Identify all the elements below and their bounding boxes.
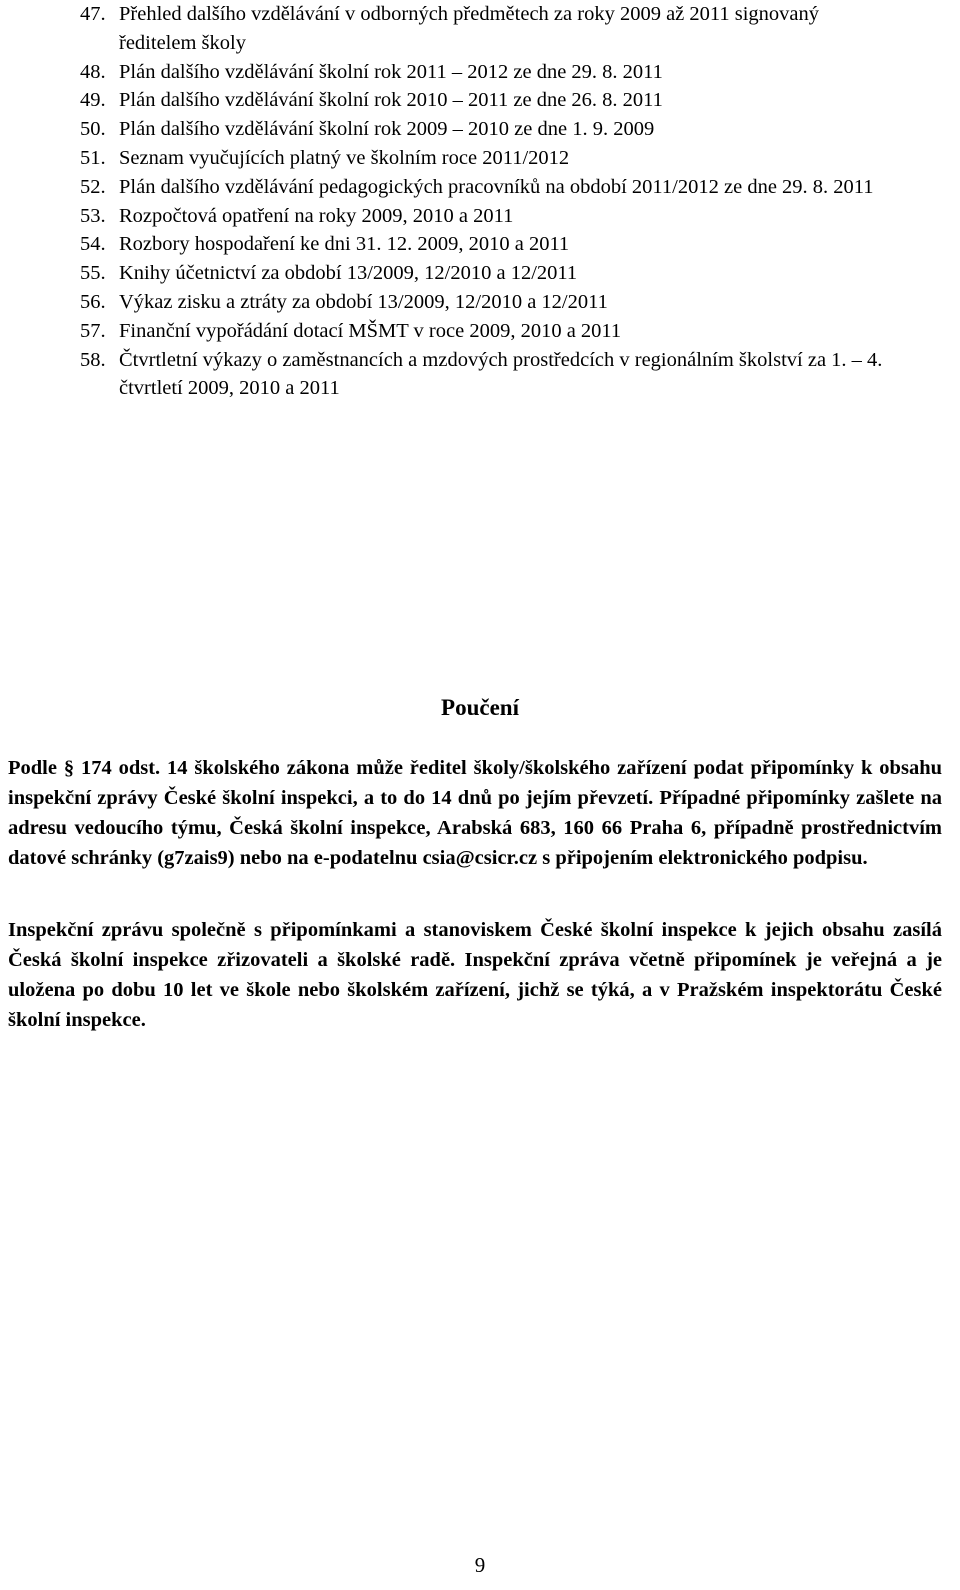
list-item-text: Knihy účetnictví za období 13/2009, 12/2010 a 12/2011 [119,262,578,285]
list-item-text: Výkaz zisku a ztráty za období 13/2009, 12/2010 a 12/2011 [119,290,608,313]
list-item-number: 52. [80,175,106,198]
list-item-text: Čtvrtletní výkazy o zaměstnancích a mzdových prostředcích v regionálním školství za 1. – 4. čtvrtletí 2009, 2010 a 2011 [119,348,883,400]
list-item-54 [80,230,900,259]
attachment-list [80,0,900,403]
list-item-text: Plán dalšího vzdělávání školní rok 2010 – 2011 ze dne 26. 8. 2011 [119,89,663,112]
list-item-number: 48. [80,60,106,83]
list-item-number: 54. [80,233,106,256]
notice-paragraph-2: Inspekční zprávu společně s připomínkami a stanoviskem České školní inspekce k jejich obsahu zasílá Česká školní inspekce zřizovateli a školské radě. Inspekční zpráva včetně připomínek je veřejná a je uložena po dobu 10 let ve škole nebo školském zařízení, jichž se týká, a v Pražském inspektorátu České školní inspekce. [8,919,942,1031]
list-item-58 [80,346,900,404]
list-item-53 [80,202,900,231]
list-item-number: 55. [80,262,106,285]
list-item-text: Seznam vyučujících platný ve školním roce 2011/2012 [119,146,570,169]
list-item-55 [80,259,900,288]
list-item-text: Přehled dalšího vzdělávání v odborných předmětech za roky 2009 až 2011 signovaný ředitelem školy [119,3,820,54]
list-item-number: 53. [80,204,106,227]
list-item-57 [80,317,900,346]
list-item-text: Finanční vypořádání dotací MŠMT v roce 2009, 2010 a 2011 [119,319,622,342]
list-item-text: Rozbory hospodaření ke dni 31. 12. 2009, 2010 a 2011 [119,233,570,256]
list-item-number: 57. [80,319,106,342]
list-item-48 [80,58,900,87]
list-item-text: Plán dalšího vzdělávání školní rok 2011 – 2012 ze dne 29. 8. 2011 [119,60,663,83]
notice-paragraph-1: Podle § 174 odst. 14 školského zákona může ředitel školy/školského zařízení podat připomínky k obsahu inspekční zprávy České školní inspekci, a to do 14 dnů po jejím převzetí. Případné připomínky zašlete na adresu vedoucího týmu, Česká školní inspekce, Arabská 683, 160 66 Praha 6, případně prostřednictvím datové schránky (g7zais9) nebo na e-podatelnu csia@csicr.cz s připojením elektronického podpisu. [8,757,942,869]
list-item-text: Plán dalšího vzdělávání školní rok 2009 – 2010 ze dne 1. 9. 2009 [119,118,655,141]
list-item-number: 50. [80,118,106,141]
list-item-51 [80,144,900,173]
list-item-number: 49. [80,89,106,112]
list-item-number: 47. [80,3,106,25]
list-item-56 [80,288,900,317]
list-item-50 [80,115,900,144]
list-item-text: Plán dalšího vzdělávání pedagogických pracovníků na období 2011/2012 ze dne 29. 8. 2011 [119,175,874,198]
notice-heading: Poučení [441,695,519,720]
list-item-52 [80,173,900,202]
list-item-number: 56. [80,290,106,313]
list-item-text: Rozpočtová opatření na roky 2009, 2010 a 2011 [119,204,514,227]
list-item-49 [80,86,900,115]
list-item-number: 58. [80,348,106,371]
list-item-47 [80,0,900,58]
list-item-number: 51. [80,146,106,169]
page-number: 9 [474,1553,486,1577]
